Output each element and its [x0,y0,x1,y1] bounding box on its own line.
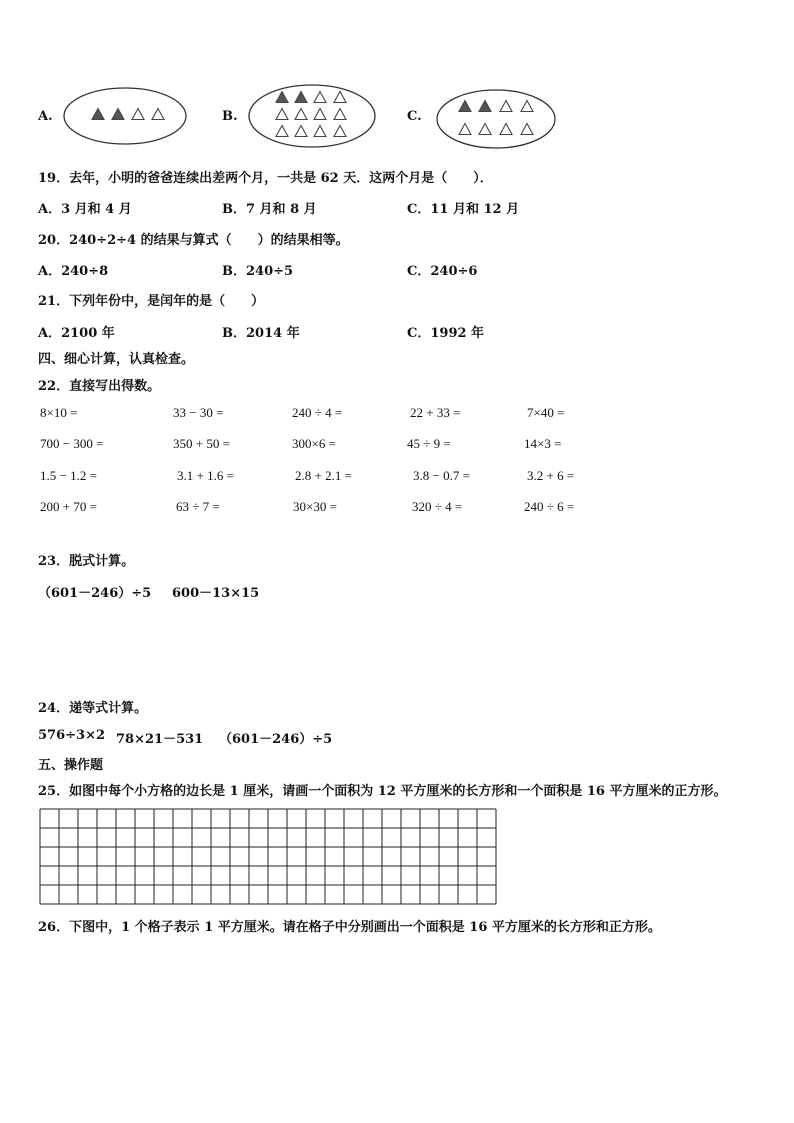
hollow-triangle-icon [295,126,307,137]
hollow-triangle-icon [459,124,471,135]
q21-option-a: A．2100 年 [38,326,115,341]
q19-option-b: B．7 月和 8 月 [222,202,317,217]
calc-item: 3.1 + 1.6 = [177,468,234,483]
section-4-heading: 四、细心计算，认真检查。 [38,352,195,367]
q19-option-c: C．11 月和 12 月 [407,202,520,217]
calc-item: 45 ÷ 9 = [407,436,451,451]
calc-item: 350 + 50 = [173,436,230,451]
filled-triangle-icon [276,92,288,103]
filled-triangle-icon [112,109,124,120]
q20-option-b: B．240÷5 [222,264,294,279]
filled-triangle-icon [459,101,471,112]
hollow-triangle-icon [276,126,288,137]
calc-item: 240 ÷ 6 = [524,499,575,514]
question-22-stem: 22．直接写出得数。 [38,379,161,394]
hollow-triangle-icon [334,92,346,103]
calc-item: 22 + 33 = [410,405,461,420]
question-23-stem: 23．脱式计算。 [38,554,135,569]
calc-item: 240 ÷ 4 = [292,405,343,420]
calc-item: 3.8 − 0.7 = [413,468,470,483]
hollow-triangle-icon [500,124,512,135]
hollow-triangle-icon [334,109,346,120]
calc-item: 63 ÷ 7 = [176,499,220,514]
calc-item: 1.5 − 1.2 = [40,468,97,483]
q24-expression-3: （601－246）÷5 [219,732,333,747]
question-19-stem: 19．去年，小明的爸爸连续出差两个月，一共是 62 天．这两个月是（ ）． [38,171,493,186]
question-24-stem: 24．递等式计算。 [38,701,148,716]
option-b-letter: B. [222,109,238,124]
hollow-triangle-icon [276,109,288,120]
hollow-triangle-icon [479,124,491,135]
calc-item: 320 ÷ 4 = [412,499,463,514]
hollow-triangle-icon [295,109,307,120]
section-5-heading: 五、操作题 [38,758,104,773]
filled-triangle-icon [92,109,104,120]
calc-item: 30×30 = [293,499,337,514]
option-c-oval-figure [435,88,557,150]
calc-item: 300×6 = [292,436,336,451]
hollow-triangle-icon [132,109,144,120]
option-a-letter: A. [38,109,53,124]
q20-option-a: A．240÷8 [38,264,109,279]
hollow-triangle-icon [521,101,533,112]
calc-item: 33 − 30 = [173,405,224,420]
hollow-triangle-icon [521,124,533,135]
hollow-triangle-icon [314,126,326,137]
calc-item: 200 + 70 = [40,499,97,514]
option-c-letter: C. [407,109,422,124]
q21-option-b: B．2014 年 [222,326,300,341]
calc-item: 3.2 + 6 = [527,468,575,483]
hollow-triangle-icon [152,109,164,120]
q23-expression-1: （601－246）÷5 [38,586,152,601]
calc-item: 8×10 = [40,405,78,420]
calc-item: 2.8 + 2.1 = [295,468,352,483]
q19-option-a: A．3 月和 4 月 [38,202,132,217]
hollow-triangle-icon [314,92,326,103]
question-25-stem: 25．如图中每个小方格的边长是 1 厘米，请画一个面积为 12 平方厘米的长方形和一个面积是 16 平方厘米的正方形。 [38,784,727,799]
calc-item: 7×40 = [527,405,565,420]
q20-option-c: C．240÷6 [407,264,478,279]
question-26-stem: 26．下图中，1 个格子表示 1 平方厘米。请在格子中分别画出一个面积是 16 平方厘米的长方形和正方形。 [38,920,661,935]
calc-item: 14×3 = [524,436,562,451]
option-b-oval-figure [247,83,377,149]
hollow-triangle-icon [334,126,346,137]
filled-triangle-icon [479,101,491,112]
filled-triangle-icon [295,92,307,103]
option-a-oval-figure [62,86,188,146]
hollow-triangle-icon [314,109,326,120]
square-grid[interactable] [39,808,497,904]
hollow-triangle-icon [500,101,512,112]
question-20-stem: 20．240÷2÷4 的结果与算式（ ）的结果相等。 [38,233,349,248]
calc-item: 700 − 300 = [40,436,104,451]
q23-expression-2: 600－13×15 [172,586,260,601]
q24-expression-1: 576÷3×2 [38,728,106,743]
q21-option-c: C．1992 年 [407,326,485,341]
question-21-stem: 21．下列年份中，是闰年的是（ ） [38,294,265,309]
q24-expression-2: 78×21－531 [116,732,204,747]
